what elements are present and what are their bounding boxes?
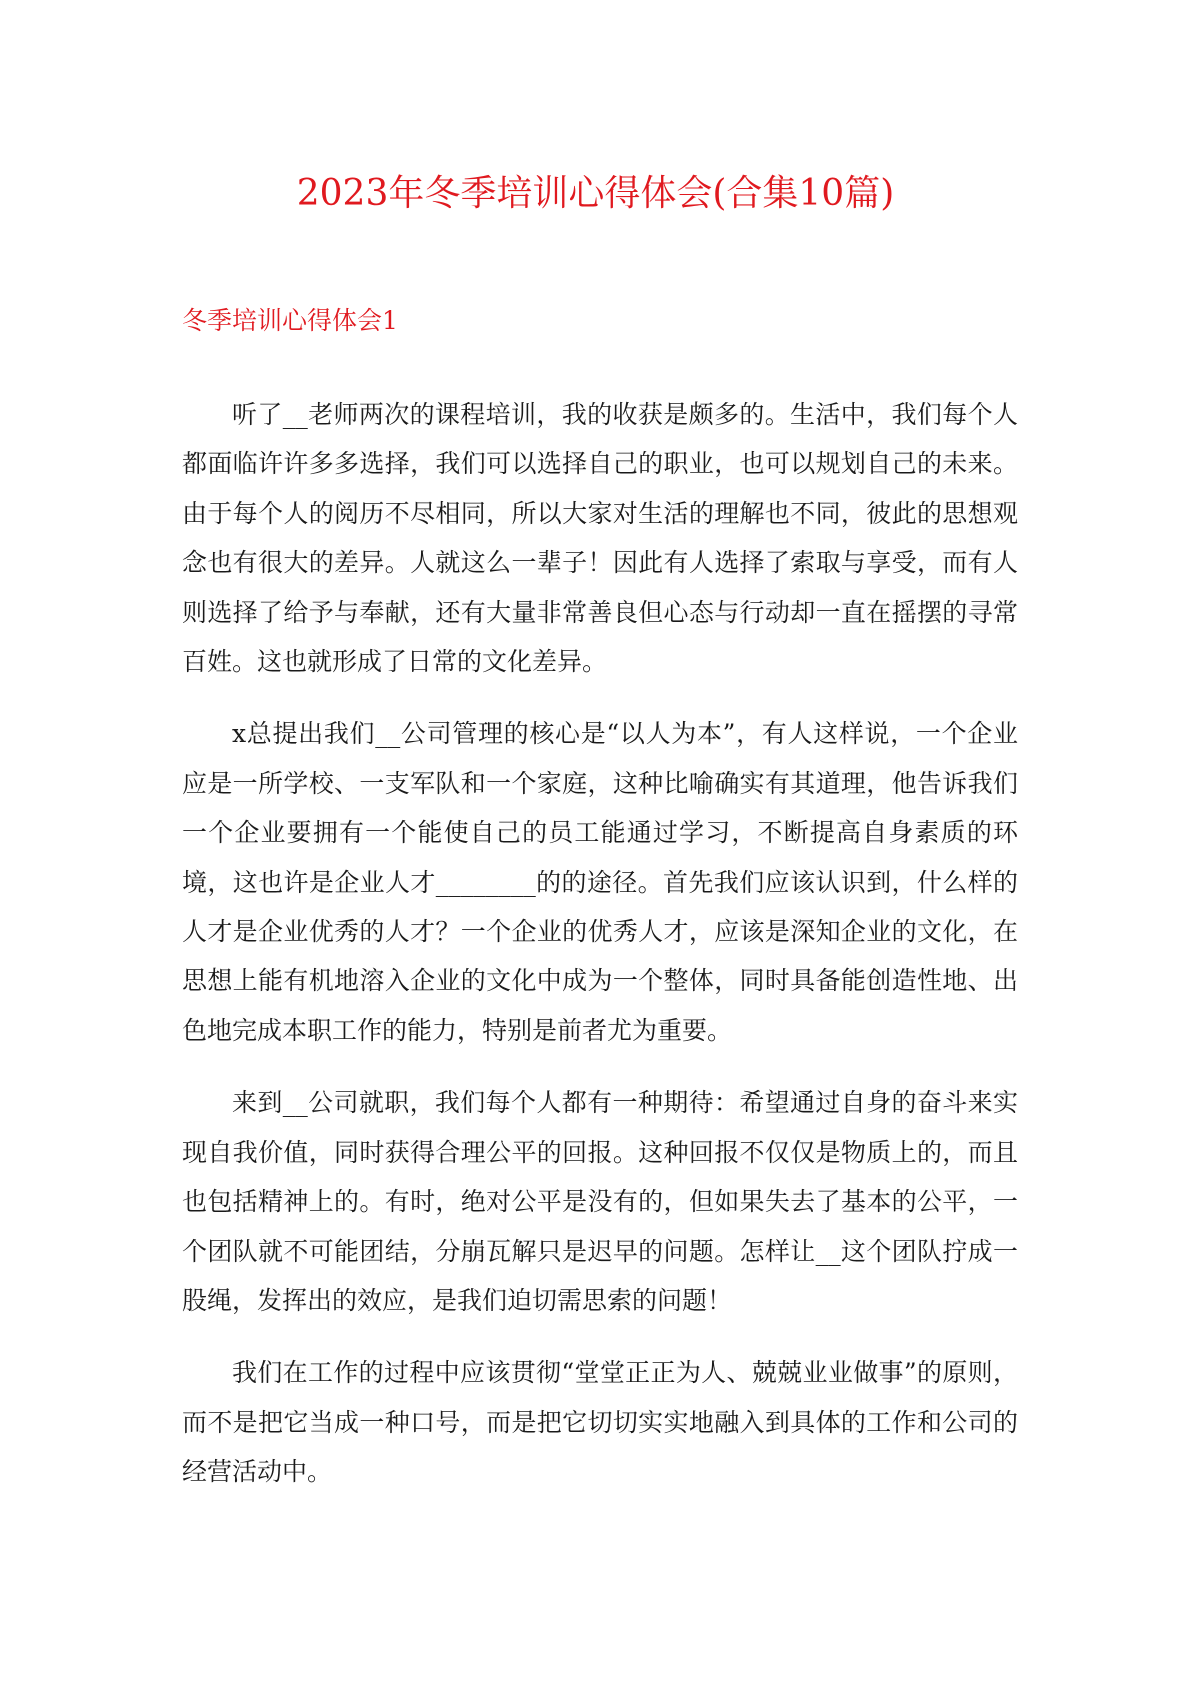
paragraph-1: 听了__老师两次的课程培训，我的收获是颇多的。生活中，我们每个人都面临许许多多选择，我们可以选择自己的职业，也可以规划自己的未来。由于每个人的阅历不尽相同，所以大家对生活的理解也不同，彼此的思想观念也有很大的差异。人就这么一辈子！因此有人选择了索取与享受，而有人则选择了给予与奉献，还有大量非常善良但心态与行动却一直在摇摆的寻常百姓。这也就形成了日常的文化差异。 (182, 400, 1018, 677)
document-title: 2023年冬季培训心得体会(合集10篇) (296, 173, 895, 214)
section-heading: 冬季培训心得体会1 (182, 306, 398, 335)
paragraph-2: x总提出我们__公司管理的核心是“以人为本”，有人这样说，一个企业应是一所学校、一支军队和一个家庭，这种比喻确实有其道理，他告诉我们一个企业要拥有一个能使自己的员工能通过学习，不断提高自身素质的环境，这也许是企业人才________的的途径。首先我们应该认识到，什么样的人才是企业优秀的人才？一个企业的优秀人才，应该是深知企业的文化，在思想上能有机地溶入企业的文化中成为一个整体，同时具备能创造性地、出色地完成本职工作的能力，特别是前者尤为重要。 (182, 719, 1018, 1045)
paragraph-3: 来到__公司就职，我们每个人都有一种期待：希望通过自身的奋斗来实现自我价值，同时获得合理公平的回报。这种回报不仅仅是物质上的，而且也包括精神上的。有时，绝对公平是没有的，但如果失去了基本的公平，一个团队就不可能团结，分崩瓦解只是迟早的问题。怎样让__这个团队拧成一股绳，发挥出的效应，是我们迫切需思索的问题！ (182, 1088, 1018, 1315)
paragraph-4: 我们在工作的过程中应该贯彻“堂堂正正为人、兢兢业业做事”的原则，而不是把它当成一种口号，而是把它切切实实地融入到具体的工作和公司的经营活动中。 (182, 1358, 1018, 1487)
document-body (182, 390, 1018, 1520)
